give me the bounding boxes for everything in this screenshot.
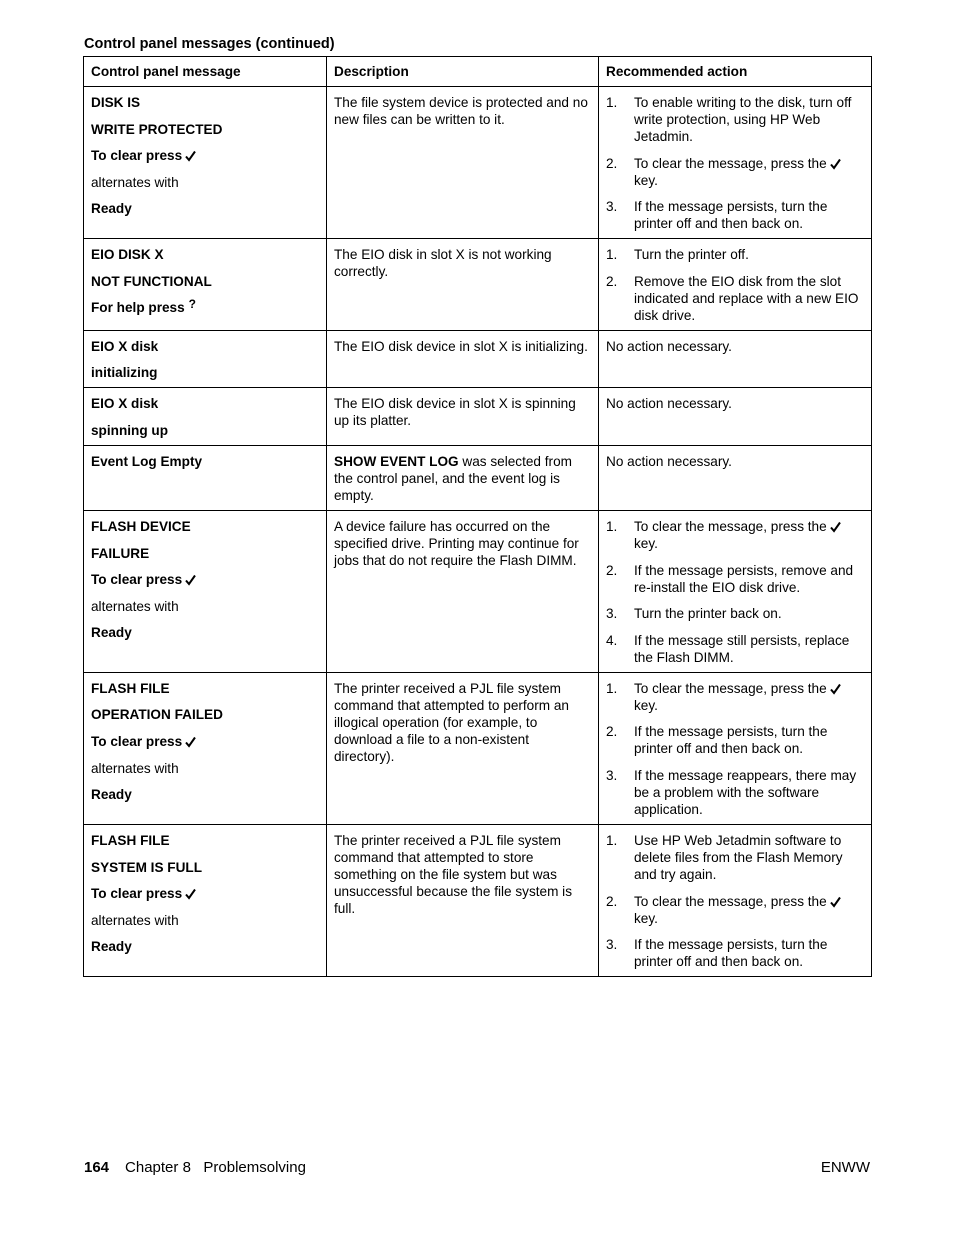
description-cell	[327, 87, 599, 239]
table-row	[84, 510, 872, 672]
message-line	[91, 545, 320, 562]
description-text	[334, 680, 592, 765]
column-header-action: Recommended action	[599, 57, 872, 87]
message-cell	[84, 672, 327, 824]
action-cell	[599, 330, 872, 388]
step-number: 3.	[606, 937, 618, 953]
step-text: If the message persists, turn the printer off and then back on.	[634, 937, 828, 970]
step-number: 2.	[606, 562, 618, 578]
message-text: EIO X disk	[91, 396, 159, 412]
table-row	[84, 672, 872, 824]
message-text: To clear press	[91, 886, 183, 902]
message-text: FLASH FILE	[91, 832, 170, 848]
message-line	[91, 246, 320, 263]
step-text-after: key.	[634, 697, 658, 713]
step-text: To enable writing to the disk, turn off write protection, using HP Web Jetadmin.	[634, 95, 852, 144]
step-text: If the message persists, remove and re-install the EIO disk drive.	[634, 562, 854, 595]
message-line	[91, 706, 320, 723]
message-line	[91, 364, 320, 381]
table-header-row	[84, 57, 872, 87]
page-title: Control panel messages (continued)	[84, 36, 335, 52]
action-text: No action necessary.	[606, 396, 732, 412]
step-text: Turn the printer off.	[634, 247, 749, 263]
page-number: 164	[84, 1159, 110, 1176]
table-row	[84, 87, 872, 239]
step-number: 3.	[606, 767, 618, 783]
message-text: NOT FUNCTIONAL	[91, 273, 212, 289]
message-line	[91, 571, 320, 588]
step-text: To clear the message, press the	[634, 680, 827, 696]
step-number: 2.	[606, 155, 618, 171]
chapter-label: Chapter 8 Problemsolving	[125, 1159, 306, 1176]
step-number: 3.	[606, 199, 618, 215]
message-text: spinning up	[91, 422, 169, 438]
action-list	[606, 94, 865, 232]
step-text: If the message reappears, there may be a problem with the software application.	[634, 767, 857, 817]
message-text: OPERATION FAILED	[91, 707, 223, 723]
step-number: 4.	[606, 632, 618, 648]
message-cell	[84, 388, 327, 446]
action-cell	[599, 445, 872, 510]
table-row	[84, 445, 872, 510]
message-line	[91, 121, 320, 138]
message-text: alternates with	[91, 174, 179, 190]
description-cell	[327, 388, 599, 446]
message-line	[91, 912, 320, 929]
action-step	[606, 94, 865, 145]
step-text: If the message persists, turn the printer off and then back on.	[634, 724, 828, 757]
action-step	[606, 767, 865, 818]
description-text	[334, 832, 592, 917]
description-text	[334, 395, 592, 429]
message-text: alternates with	[91, 760, 179, 776]
action-list	[606, 518, 865, 666]
message-text: Ready	[91, 939, 132, 955]
action-step	[606, 723, 865, 757]
message-text: To clear press	[91, 733, 183, 749]
step-text: If the message persists, turn the printer off and then back on.	[634, 199, 828, 232]
checkmark-key-icon	[185, 574, 196, 586]
action-text: No action necessary.	[606, 338, 732, 354]
message-text: FLASH FILE	[91, 680, 170, 696]
message-cell	[84, 87, 327, 239]
step-number: 1.	[606, 247, 618, 263]
table-row	[84, 824, 872, 976]
step-text: To clear the message, press the	[634, 518, 827, 534]
action-cell	[599, 87, 872, 239]
checkmark-key-icon	[185, 888, 196, 900]
action-step	[606, 246, 865, 263]
step-number: 1.	[606, 680, 618, 696]
message-line	[91, 885, 320, 902]
message-line	[91, 598, 320, 615]
message-cell	[84, 239, 327, 331]
message-line	[91, 174, 320, 191]
footer-right-label: ENWW	[820, 1159, 870, 1176]
step-text: If the message still persists, replace the Flash DIMM.	[634, 632, 850, 665]
step-text-after: key.	[634, 535, 658, 551]
checkmark-key-icon	[185, 150, 196, 162]
table-row	[84, 388, 872, 446]
message-cell	[84, 510, 327, 672]
message-line	[91, 733, 320, 750]
action-step	[606, 198, 865, 232]
action-cell	[599, 388, 872, 446]
action-step	[606, 562, 865, 596]
message-text: WRITE PROTECTED	[91, 121, 223, 137]
description-text	[334, 518, 592, 569]
description-keyword: SHOW EVENT LOG	[334, 453, 459, 469]
step-text: To clear the message, press the	[634, 893, 827, 909]
description-body: The EIO disk device in slot X is spinning up its platter.	[334, 396, 576, 429]
step-text: Use HP Web Jetadmin software to delete files from the Flash Memory and try again.	[634, 832, 843, 882]
description-body: The EIO disk device in slot X is initializing.	[334, 338, 588, 354]
message-cell	[84, 445, 327, 510]
action-step	[606, 155, 865, 189]
message-line	[91, 422, 320, 439]
checkmark-key-icon	[830, 896, 841, 908]
checkmark-key-icon	[185, 736, 196, 748]
column-header-message: Control panel message	[84, 57, 327, 87]
checkmark-key-icon	[830, 521, 841, 533]
action-step	[606, 605, 865, 622]
message-line	[91, 786, 320, 803]
step-number: 1.	[606, 832, 618, 848]
message-line	[91, 624, 320, 641]
message-text: EIO DISK X	[91, 247, 164, 263]
action-cell	[599, 510, 872, 672]
action-cell	[599, 239, 872, 331]
message-line	[91, 760, 320, 777]
action-step	[606, 893, 865, 927]
description-body: The printer received a PJL file system command that attempted to perform an illogical operation (for example, to download a file to a non-existent directory).	[334, 680, 569, 764]
step-number: 2.	[606, 724, 618, 740]
message-line	[91, 395, 320, 412]
message-line	[91, 832, 320, 849]
action-step	[606, 632, 865, 666]
footer-left	[84, 1159, 306, 1176]
step-text-after: key.	[634, 172, 658, 188]
message-text: alternates with	[91, 598, 179, 614]
description-cell	[327, 672, 599, 824]
message-line	[91, 94, 320, 111]
description-cell	[327, 824, 599, 976]
action-step	[606, 273, 865, 324]
step-number: 3.	[606, 606, 618, 622]
checkmark-key-icon	[830, 683, 841, 695]
action-list	[606, 680, 865, 818]
message-text: FLASH DEVICE	[91, 518, 191, 534]
message-line	[91, 338, 320, 355]
action-step	[606, 518, 865, 552]
message-cell	[84, 330, 327, 388]
message-text: EIO X disk	[91, 338, 159, 354]
message-text: Ready	[91, 787, 132, 803]
message-text: FAILURE	[91, 545, 150, 561]
table-row	[84, 239, 872, 331]
step-number: 2.	[606, 273, 618, 289]
description-cell	[327, 445, 599, 510]
description-text	[334, 453, 592, 504]
message-line	[91, 859, 320, 876]
message-text: Ready	[91, 625, 132, 641]
message-cell	[84, 824, 327, 976]
action-step	[606, 936, 865, 970]
step-text: To clear the message, press the	[634, 155, 827, 171]
action-list	[606, 832, 865, 970]
step-number: 1.	[606, 518, 618, 534]
message-line	[91, 680, 320, 697]
message-line	[91, 299, 320, 316]
description-body: A device failure has occurred on the specified drive. Printing may continue for jobs that do not require the Flash DIMM.	[334, 518, 579, 568]
message-text: initializing	[91, 365, 158, 381]
description-cell	[327, 510, 599, 672]
description-text	[334, 94, 592, 128]
step-text: Turn the printer back on.	[634, 606, 782, 622]
message-text: Ready	[91, 201, 132, 217]
message-line	[91, 938, 320, 955]
description-cell	[327, 330, 599, 388]
description-body: was selected from the control panel, and the event log is empty.	[334, 453, 572, 503]
description-body: The file system device is protected and no new files can be written to it.	[334, 95, 588, 127]
message-text: SYSTEM IS FULL	[91, 859, 203, 875]
message-line	[91, 273, 320, 290]
message-line	[91, 200, 320, 217]
step-number: 2.	[606, 893, 618, 909]
description-body: The EIO disk in slot X is not working correctly.	[334, 247, 552, 280]
description-cell	[327, 239, 599, 331]
message-line	[91, 518, 320, 535]
step-text-after: key.	[634, 910, 658, 926]
action-text: No action necessary.	[606, 453, 732, 469]
message-text: alternates with	[91, 912, 179, 928]
message-text: Event Log Empty	[91, 453, 203, 469]
action-step	[606, 680, 865, 714]
description-body: The printer received a PJL file system command that attempted to store something on the file system but was unsuccessful because the file system is full.	[334, 832, 573, 916]
table-body	[84, 87, 872, 977]
control-panel-messages-table	[83, 56, 872, 977]
description-text	[334, 246, 592, 280]
message-text: For help press	[91, 300, 185, 316]
description-text	[334, 338, 592, 355]
action-step	[606, 832, 865, 883]
action-cell	[599, 672, 872, 824]
message-line	[91, 453, 320, 470]
message-text: DISK IS	[91, 95, 141, 110]
message-text: To clear press	[91, 572, 183, 588]
step-text: Remove the EIO disk from the slot indicated and replace with a new EIO disk drive.	[634, 273, 859, 323]
message-line	[91, 147, 320, 164]
column-header-description: Description	[327, 57, 599, 87]
checkmark-key-icon	[830, 158, 841, 170]
step-number: 1.	[606, 95, 618, 110]
message-text: To clear press	[91, 148, 183, 164]
help-key-icon: ?	[188, 297, 197, 312]
table-row	[84, 330, 872, 388]
action-cell	[599, 824, 872, 976]
action-list	[606, 246, 865, 324]
